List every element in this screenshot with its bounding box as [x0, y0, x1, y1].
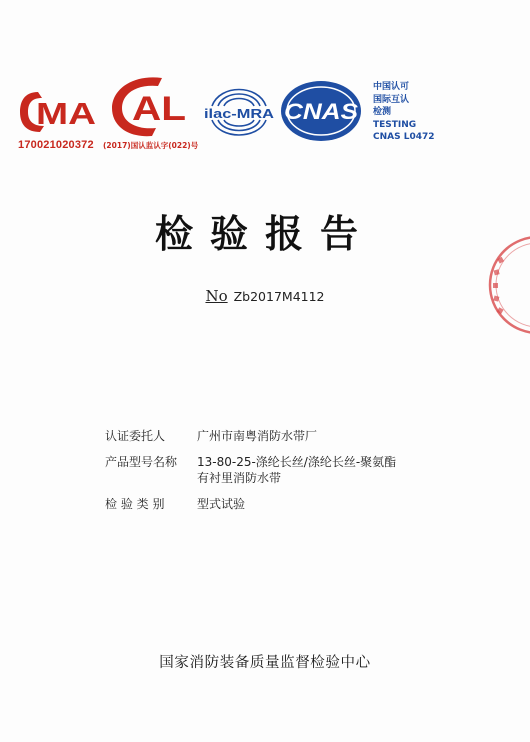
info-value: 广州市南粤消防水带厂	[197, 429, 318, 443]
cnas-logo-text: CNAS	[284, 99, 359, 124]
cal-logo-icon	[110, 74, 190, 140]
cnas-line: 中国认可	[373, 82, 410, 92]
report-info-block	[105, 428, 465, 522]
cnas-logo-icon	[280, 80, 362, 142]
info-row-test-type	[105, 496, 465, 512]
cnas-line: 国际互认	[373, 94, 410, 105]
cnas-line: TESTING	[373, 119, 417, 130]
cma-logo-text: MA	[36, 96, 96, 131]
number-mark: No	[205, 287, 228, 305]
cma-certificate-number: 170021020372	[18, 139, 94, 151]
ilac-logo-text: ilac-MRA	[204, 106, 275, 121]
cal-logo-text: AL	[132, 90, 186, 128]
cnas-accreditation-text	[373, 81, 463, 144]
info-value: 13-80-25-涤纶长丝/涤纶长丝-聚氨酯 有衬里消防水带	[197, 455, 397, 485]
info-label: 认证委托人	[105, 429, 166, 443]
ilac-mra-logo-icon	[202, 78, 276, 144]
info-label: 检 验 类 别	[105, 497, 165, 511]
report-title: 检验报告	[154, 212, 375, 256]
report-number-value: Zb2017M4112	[233, 289, 325, 304]
info-row-client	[105, 428, 465, 444]
cma-logo-icon	[18, 88, 100, 136]
issuing-organization: 国家消防装备质量监督检验中心	[159, 655, 371, 671]
cal-certificate-number: (2017)国认监认字(022)号	[103, 141, 199, 150]
report-number	[0, 287, 530, 305]
cnas-line: 检测	[373, 107, 392, 117]
info-value: 型式试验	[197, 497, 246, 511]
cnas-line: CNAS L0472	[373, 132, 435, 142]
info-row-product	[105, 454, 465, 486]
info-label: 产品型号名称	[105, 455, 178, 469]
